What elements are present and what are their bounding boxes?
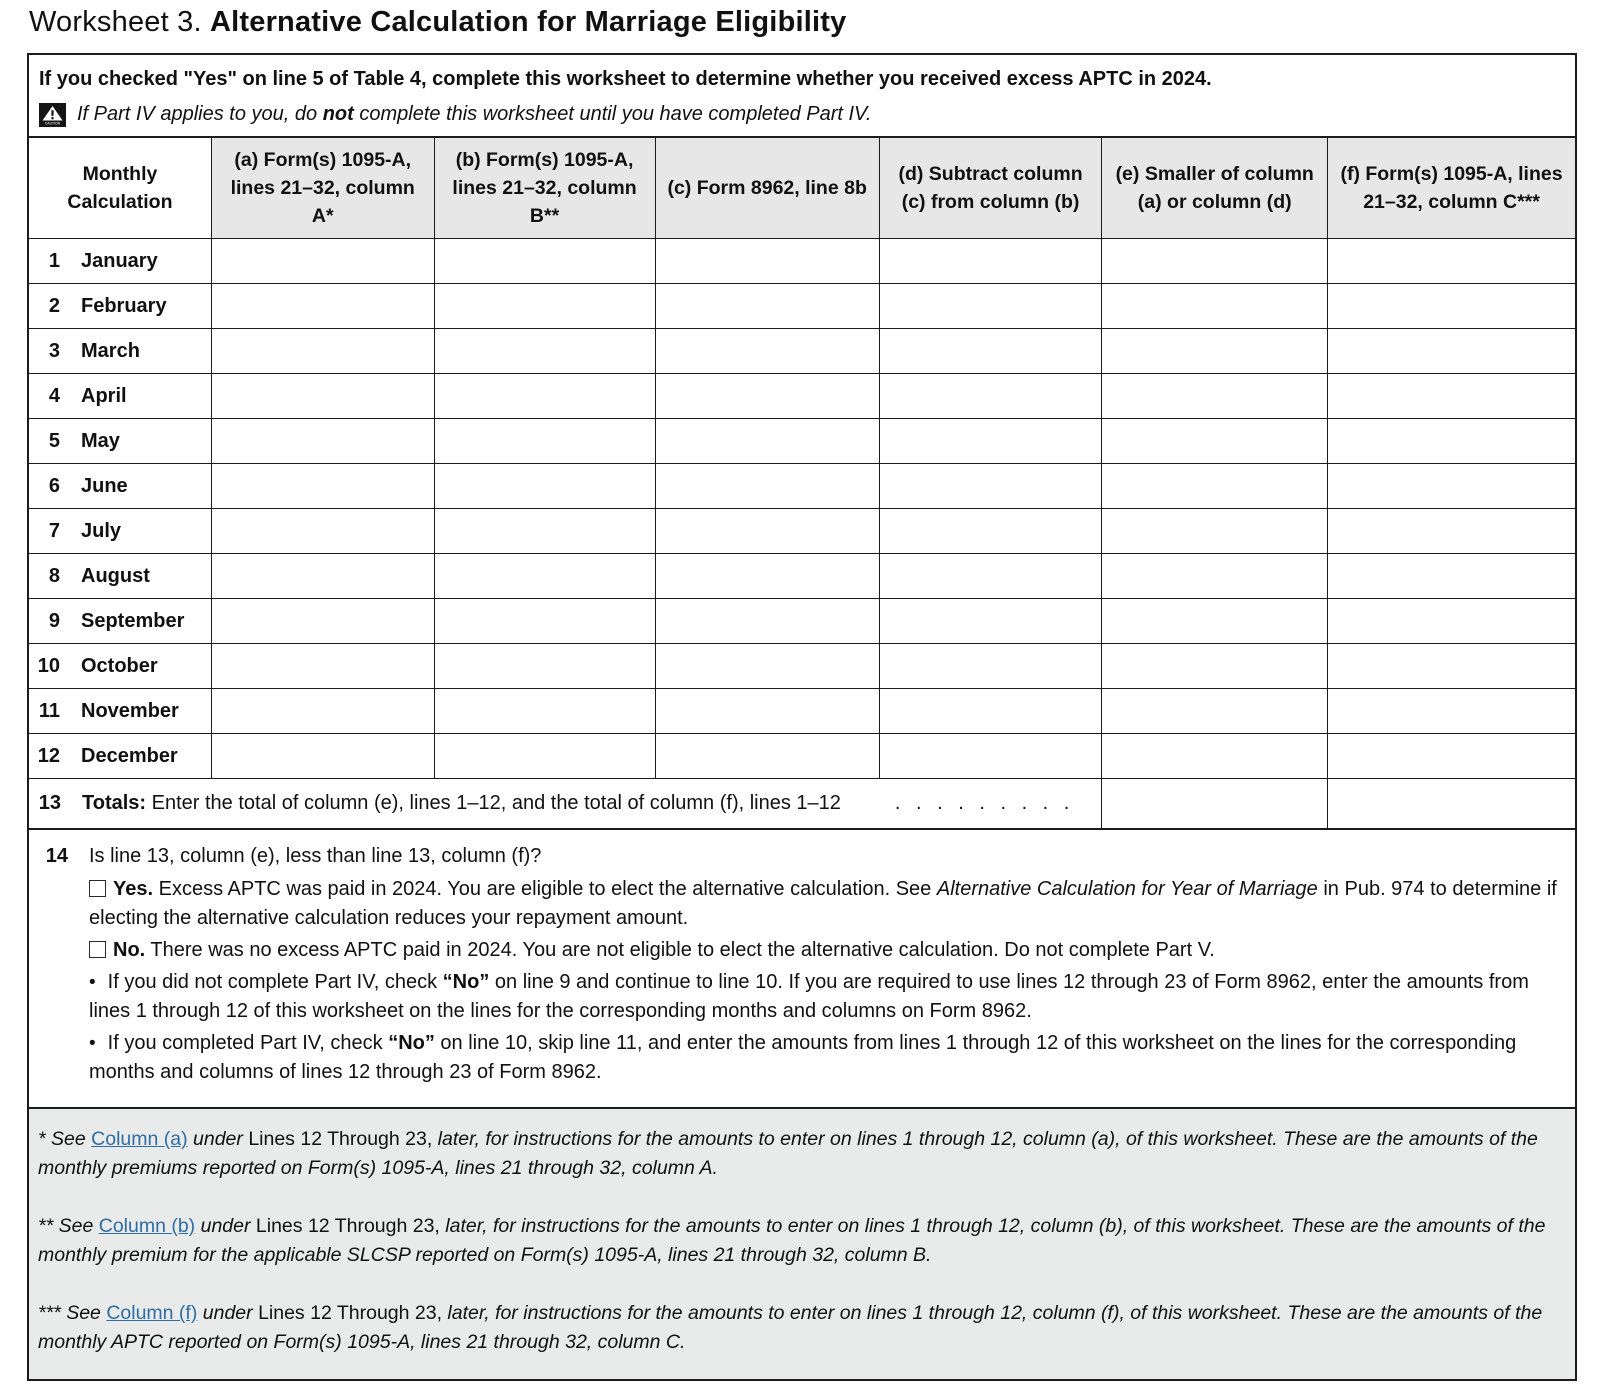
footnote-see: See: [66, 1302, 107, 1324]
bullet-text-post: on line 9 and continue to line 10. If you are required to use lines 12 through 23 of Form 8962, enter the amounts from lines 1 through 12 of this worksheet on the lines for the corresponding months and columns on Form 8962.: [89, 970, 1529, 1022]
amount-cell[interactable]: [434, 554, 655, 599]
amount-cell[interactable]: [879, 284, 1102, 329]
row-number: 7: [48, 519, 60, 542]
bullet-text-bold: “No”: [388, 1031, 435, 1054]
amount-cell[interactable]: [879, 734, 1102, 779]
row-number: 9: [48, 609, 60, 632]
amount-cell[interactable]: [434, 464, 655, 509]
total-cell-e[interactable]: [1102, 779, 1328, 828]
amount-cell[interactable]: [879, 644, 1102, 689]
amount-cell[interactable]: [655, 239, 879, 284]
row-number: 5: [48, 429, 60, 452]
intro-instruction: If you checked "Yes" on line 5 of Table 4, complete this worksheet to determine whether you received excess APTC in 2024.: [39, 68, 1212, 90]
yes-checkbox[interactable]: [89, 880, 106, 897]
bullet-text-bold: “No”: [442, 970, 490, 993]
amount-cell[interactable]: [1102, 734, 1328, 779]
table-header-row: [29, 138, 1575, 239]
amount-cell[interactable]: [655, 644, 879, 689]
amount-cell[interactable]: [1102, 644, 1328, 689]
amount-cell[interactable]: [1328, 419, 1575, 464]
row-number: 4: [48, 384, 60, 407]
footnote-see: See: [51, 1128, 92, 1150]
totals-bold: Totals:: [82, 791, 147, 814]
totals-text: Enter the total of column (e), lines 1–12, and the total of column (f), lines 1–12: [146, 791, 841, 814]
footnote-reference: Lines 12 Through 23,: [248, 1128, 433, 1150]
dot-leader: . . . . . . . . .: [894, 791, 1075, 814]
amount-cell[interactable]: [1102, 599, 1328, 644]
table-row: [29, 239, 1575, 284]
table-row: [29, 689, 1575, 734]
amount-cell[interactable]: [879, 419, 1102, 464]
month-label-cell: [29, 734, 211, 779]
amount-cell[interactable]: [1102, 509, 1328, 554]
footnote-text: later, for instructions for the amounts to enter on lines 1 through 12, column (a), of this worksheet. These are the amounts of the monthly premiums reported on Form(s) 1095-A, lines 21 through 32, column A.: [38, 1128, 1538, 1179]
yes-option: [89, 875, 1559, 933]
amount-cell[interactable]: [655, 554, 879, 599]
amount-cell[interactable]: [211, 374, 434, 419]
amount-cell[interactable]: [1328, 239, 1575, 284]
amount-cell[interactable]: [1102, 554, 1328, 599]
caution-icon: [39, 103, 66, 127]
amount-cell[interactable]: [434, 644, 655, 689]
amount-cell[interactable]: [434, 374, 655, 419]
month-label-cell: [29, 374, 211, 419]
footnote: [38, 1212, 1559, 1270]
amount-cell[interactable]: [655, 419, 879, 464]
header-col-a: (a) Form(s) 1095-A, lines 21–32, column A*: [211, 138, 434, 239]
month-label-cell: [29, 599, 211, 644]
page-title-main: Alternative Calculation for Marriage Eligibility: [209, 6, 847, 38]
no-text: There was no excess APTC paid in 2024. You are not eligible to elect the alternative calculation. Do not complete Part V.: [145, 938, 1215, 961]
row-number: 13: [38, 791, 61, 814]
amount-cell[interactable]: [655, 689, 879, 734]
table-row: [29, 644, 1575, 689]
header-col-c: (c) Form 8962, line 8b: [655, 138, 879, 239]
month-name: April: [81, 384, 127, 407]
footnote-reference: Lines 12 Through 23,: [255, 1215, 440, 1237]
footnote-mid: under: [197, 1302, 259, 1324]
month-name: January: [81, 249, 158, 272]
month-label-cell: [29, 284, 211, 329]
yes-label: Yes.: [113, 877, 154, 900]
yes-text-2: in Pub. 974 to determine if electing the alternative calculation reduces your repayment amount.: [89, 877, 1557, 929]
month-name: October: [81, 654, 158, 677]
month-name: November: [81, 699, 179, 722]
amount-cell[interactable]: [1328, 284, 1575, 329]
month-label-cell: [29, 509, 211, 554]
no-option: [89, 936, 1559, 965]
amount-cell[interactable]: [879, 464, 1102, 509]
row-number: 11: [38, 699, 60, 722]
header-col-b: (b) Form(s) 1095-A, lines 21–32, column B**: [434, 138, 655, 239]
bullet-item: [89, 968, 1559, 1026]
amount-cell[interactable]: [211, 689, 434, 734]
amount-cell[interactable]: [1328, 599, 1575, 644]
footnote-marker: ***: [38, 1302, 67, 1324]
amount-cell[interactable]: [1328, 374, 1575, 419]
amount-cell[interactable]: [434, 284, 655, 329]
footnotes-section: [27, 1107, 1577, 1381]
month-name: June: [81, 474, 128, 497]
amount-cell[interactable]: [434, 599, 655, 644]
amount-cell[interactable]: [211, 509, 434, 554]
month-name: February: [81, 294, 167, 317]
table-row: [29, 554, 1575, 599]
yes-text-1: Excess APTC was paid in 2024. You are eligible to elect the alternative calculation. See: [153, 877, 937, 900]
footnote-see: See: [58, 1215, 99, 1237]
month-name: September: [81, 609, 185, 632]
footnote-text: later, for instructions for the amounts to enter on lines 1 through 12, column (f), of this worksheet. These are the amounts of the monthly APTC reported on Form(s) 1095-A, lines 21 through 32, column C.: [38, 1302, 1543, 1353]
header-col-e: (e) Smaller of column (a) or column (d): [1102, 138, 1328, 239]
amount-cell[interactable]: [1102, 419, 1328, 464]
table-row: [29, 419, 1575, 464]
amount-cell[interactable]: [655, 284, 879, 329]
yes-italic-reference: Alternative Calculation for Year of Marriage: [936, 877, 1318, 900]
amount-cell[interactable]: [879, 554, 1102, 599]
amount-cell[interactable]: [211, 239, 434, 284]
row-number: 8: [48, 564, 60, 587]
monthly-calculation-table: [29, 138, 1575, 828]
caution-row: [39, 102, 1561, 127]
table-row: [29, 509, 1575, 554]
column-b-link[interactable]: Column (b): [98, 1215, 196, 1237]
amount-cell[interactable]: [1328, 689, 1575, 734]
column-a-link[interactable]: Column (a): [91, 1128, 188, 1150]
row-number: 2: [48, 294, 60, 317]
table-row: [29, 464, 1575, 509]
amount-cell[interactable]: [434, 419, 655, 464]
bullet-text-pre: If you completed Part IV, check: [107, 1031, 389, 1054]
amount-cell[interactable]: [1328, 734, 1575, 779]
bullet-icon: •: [89, 1032, 96, 1054]
bullet-item: [89, 1029, 1559, 1087]
footnote: [38, 1125, 1559, 1183]
bullet-icon: •: [89, 971, 96, 993]
amount-cell[interactable]: [879, 374, 1102, 419]
footnote-mid: under: [187, 1128, 249, 1150]
month-label-cell: [29, 689, 211, 734]
footnote-marker: **: [38, 1215, 59, 1237]
amount-cell[interactable]: [434, 509, 655, 554]
amount-cell[interactable]: [434, 329, 655, 374]
amount-cell[interactable]: [655, 329, 879, 374]
month-name: March: [81, 339, 140, 362]
footnote-reference: Lines 12 Through 23,: [258, 1302, 443, 1324]
page-title: [29, 6, 1577, 39]
amount-cell[interactable]: [655, 374, 879, 419]
table-row: [29, 329, 1575, 374]
month-label-cell: [29, 239, 211, 284]
amount-cell[interactable]: [1328, 644, 1575, 689]
caution-bold: not: [322, 103, 354, 125]
row-number: 14: [45, 844, 68, 867]
header-col-f: (f) Form(s) 1095-A, lines 21–32, column C***: [1328, 138, 1575, 239]
amount-cell[interactable]: [1102, 464, 1328, 509]
month-label-cell: [29, 554, 211, 599]
row-number: 12: [37, 744, 60, 767]
bullet-text-pre: If you did not complete Part IV, check: [107, 970, 443, 993]
header-col-d: (d) Subtract column (c) from column (b): [879, 138, 1102, 239]
table-row: [29, 374, 1575, 419]
amount-cell[interactable]: [434, 689, 655, 734]
amount-cell[interactable]: [879, 239, 1102, 284]
amount-cell[interactable]: [211, 644, 434, 689]
caution-part2: complete this worksheet until you have completed Part IV.: [353, 103, 872, 125]
footnote: [38, 1299, 1559, 1357]
table-row: [29, 284, 1575, 329]
row-number: 10: [37, 654, 60, 677]
amount-cell[interactable]: [1102, 374, 1328, 419]
month-label-cell: [29, 644, 211, 689]
amount-cell[interactable]: [434, 734, 655, 779]
amount-cell[interactable]: [211, 554, 434, 599]
month-label-cell: [29, 464, 211, 509]
amount-cell[interactable]: [1328, 509, 1575, 554]
amount-cell[interactable]: [211, 329, 434, 374]
amount-cell[interactable]: [1102, 689, 1328, 734]
header-monthly-calculation: Monthly Calculation: [29, 138, 211, 239]
no-checkbox[interactable]: [89, 941, 106, 958]
question-text: Is line 13, column (e), less than line 13, column (f)?: [89, 844, 542, 867]
caution-part1: If Part IV applies to you, do: [77, 103, 323, 125]
amount-cell[interactable]: [211, 734, 434, 779]
month-label-cell: [29, 419, 211, 464]
month-name: December: [81, 744, 178, 767]
amount-cell[interactable]: [879, 689, 1102, 734]
amount-cell[interactable]: [1328, 554, 1575, 599]
amount-cell[interactable]: [211, 419, 434, 464]
worksheet-box: [27, 53, 1577, 1110]
totals-row: [29, 779, 1575, 828]
amount-cell[interactable]: [211, 464, 434, 509]
amount-cell[interactable]: [655, 734, 879, 779]
footnote-marker: *: [38, 1128, 52, 1150]
amount-cell[interactable]: [879, 509, 1102, 554]
amount-cell[interactable]: [211, 284, 434, 329]
intro-section: [29, 55, 1575, 138]
row-number: 3: [48, 339, 60, 362]
month-name: August: [81, 564, 150, 587]
row-number: 1: [48, 249, 60, 272]
amount-cell[interactable]: [655, 599, 879, 644]
amount-cell[interactable]: [655, 509, 879, 554]
line-14-section: [29, 828, 1575, 1108]
totals-label-cell: [29, 779, 1102, 828]
amount-cell[interactable]: [434, 239, 655, 284]
table-row: [29, 599, 1575, 644]
month-name: May: [81, 429, 120, 452]
footnote-text: later, for instructions for the amounts to enter on lines 1 through 12, column (b), of this worksheet. These are the amounts of the monthly premium for the applicable SLCSP reported on Form(s) 1095-A, lines 21 through 32, column B.: [38, 1215, 1546, 1266]
amount-cell[interactable]: [879, 329, 1102, 374]
page-title-prefix: Worksheet 3.: [29, 6, 202, 38]
row-number: 6: [48, 474, 60, 497]
total-cell-f[interactable]: [1328, 779, 1575, 828]
table-row: [29, 734, 1575, 779]
line-14-question: [37, 842, 1559, 871]
amount-cell[interactable]: [1102, 239, 1328, 284]
amount-cell[interactable]: [879, 599, 1102, 644]
no-label: No.: [113, 938, 146, 961]
amount-cell[interactable]: [1102, 284, 1328, 329]
month-name: July: [81, 519, 122, 542]
caution-text: [77, 102, 871, 127]
month-label-cell: [29, 329, 211, 374]
column-f-link[interactable]: Column (f): [106, 1302, 198, 1324]
amount-cell[interactable]: [1328, 329, 1575, 374]
svg-text:CAUTION: CAUTION: [44, 121, 61, 126]
bullet-text-post: on line 10, skip line 11, and enter the amounts from lines 1 through 12 of this worksheet on the lines for the corresponding months and columns of lines 12 through 23 of Form 8962.: [89, 1031, 1517, 1083]
amount-cell[interactable]: [655, 464, 879, 509]
footnote-mid: under: [195, 1215, 256, 1237]
amount-cell[interactable]: [1102, 329, 1328, 374]
amount-cell[interactable]: [1328, 464, 1575, 509]
amount-cell[interactable]: [211, 599, 434, 644]
